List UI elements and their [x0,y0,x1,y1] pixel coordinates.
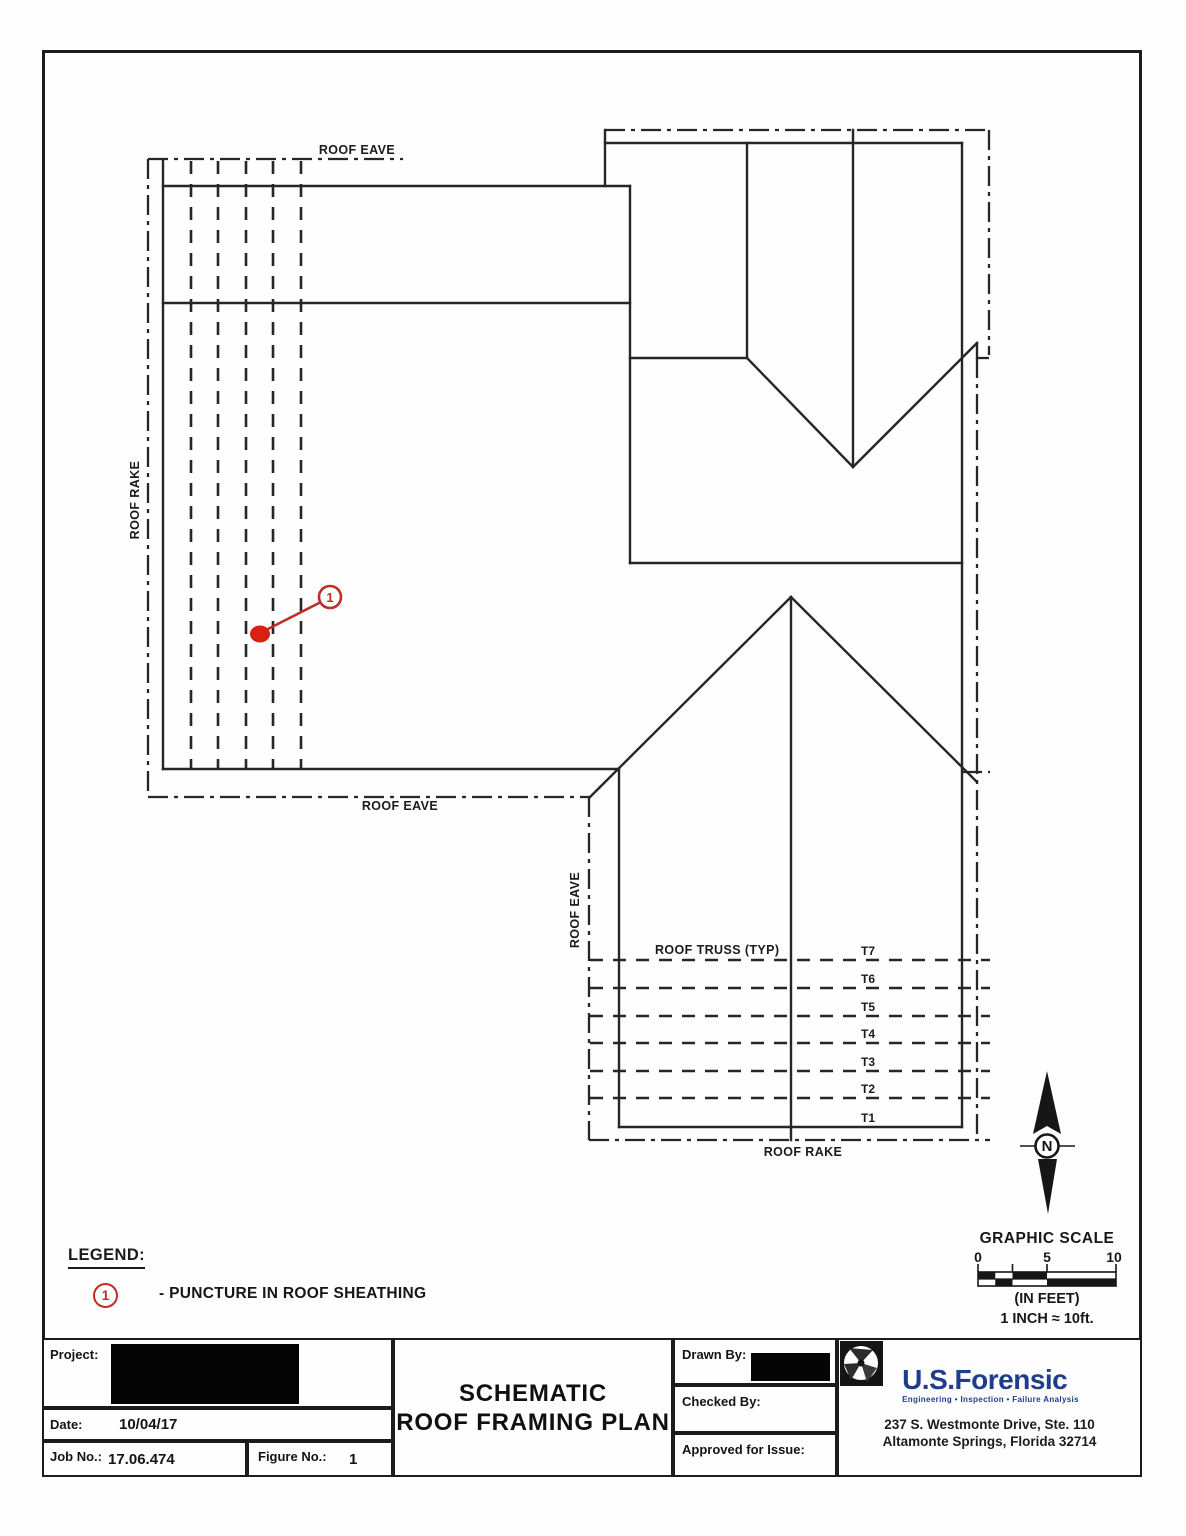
drawn-by-label: Drawn By: [682,1347,747,1362]
sheet-title-line2: ROOF FRAMING PLAN [396,1408,670,1436]
company-name: U.S.Forensic [902,1363,1068,1395]
truss-tag: T3 [861,1055,876,1069]
scale-tick-0: 0 [974,1249,982,1265]
titleblock-date-cell [42,1408,393,1441]
scale-ratio: 1 INCH ≈ 10ft. [1000,1311,1094,1327]
graphic-scale [974,1230,1122,1327]
job-no-label: Job No.: [50,1449,102,1464]
truss-tag: T4 [861,1027,876,1041]
roof-truss-typ-label: ROOF TRUSS (TYP) [655,943,780,957]
scale-units: (IN FEET) [1014,1291,1080,1307]
scale-tick-10: 10 [1106,1249,1122,1265]
north-letter: N [1041,1138,1053,1155]
titleblock-sheet-title-cell [393,1338,673,1477]
drawn-by-redaction-box [751,1353,830,1381]
roof-rake-left-label: ROOF RAKE [128,460,142,540]
project-label: Project: [50,1347,99,1362]
date-value: 10/04/17 [119,1416,178,1433]
figure-no-label: Figure No.: [258,1449,327,1464]
roof-eave-side-label: ROOF EAVE [568,871,582,949]
titleblock-figureno-cell [247,1441,393,1477]
titleblock-checkedby-cell [673,1385,837,1433]
sheet-title-line1: SCHEMATIC [458,1379,608,1407]
truss-tag: T7 [861,944,876,958]
us-forensic-logo-mark [839,1340,884,1387]
job-no-value: 17.06.474 [108,1451,175,1468]
truss-tag: T5 [861,1000,876,1014]
roof-eave-top-label: ROOF EAVE [318,143,396,157]
puncture-dot [250,626,270,643]
titleblock-drawnby-cell [673,1338,837,1385]
scale-tick-5: 5 [1043,1249,1051,1265]
north-arrow-icon [1020,1071,1075,1214]
graphic-scale-title: GRAPHIC SCALE [979,1230,1115,1247]
titleblock-jobno-cell [42,1441,247,1477]
legend-puncture-text: - PUNCTURE IN ROOF SHEATHING [159,1285,427,1302]
company-logo [900,1363,1079,1404]
checked-by-label: Checked By: [682,1394,761,1409]
titleblock-project-cell [42,1338,393,1408]
date-label: Date: [50,1417,83,1432]
legend-title: LEGEND: [68,1246,145,1269]
company-address-line1: 237 S. Westmonte Drive, Ste. 110 [884,1416,1095,1432]
truss-tag: T6 [861,972,876,986]
puncture-marker [250,586,341,643]
titleblock-logo-cell [837,1338,1142,1477]
puncture-callout-number: 1 [326,590,334,605]
project-redaction-box [111,1344,299,1404]
titleblock-approved-cell [673,1433,837,1477]
legend-puncture-symbol: 1 [93,1283,118,1308]
roof-rake-bottom-label: ROOF RAKE [763,1145,843,1159]
roof-eave-bottom-label: ROOF EAVE [361,799,439,813]
company-address [883,1416,1097,1450]
approved-for-issue-label: Approved for Issue: [682,1442,805,1457]
graphic-scale-bar [978,1264,1116,1286]
truss-tag: T1 [861,1111,876,1125]
truss-tag: T2 [861,1082,876,1096]
company-address-line2: Altamonte Springs, Florida 32714 [882,1433,1097,1449]
company-tagline: Engineering • Inspection • Failure Analysis [902,1394,1079,1404]
figure-no-value: 1 [349,1451,358,1468]
